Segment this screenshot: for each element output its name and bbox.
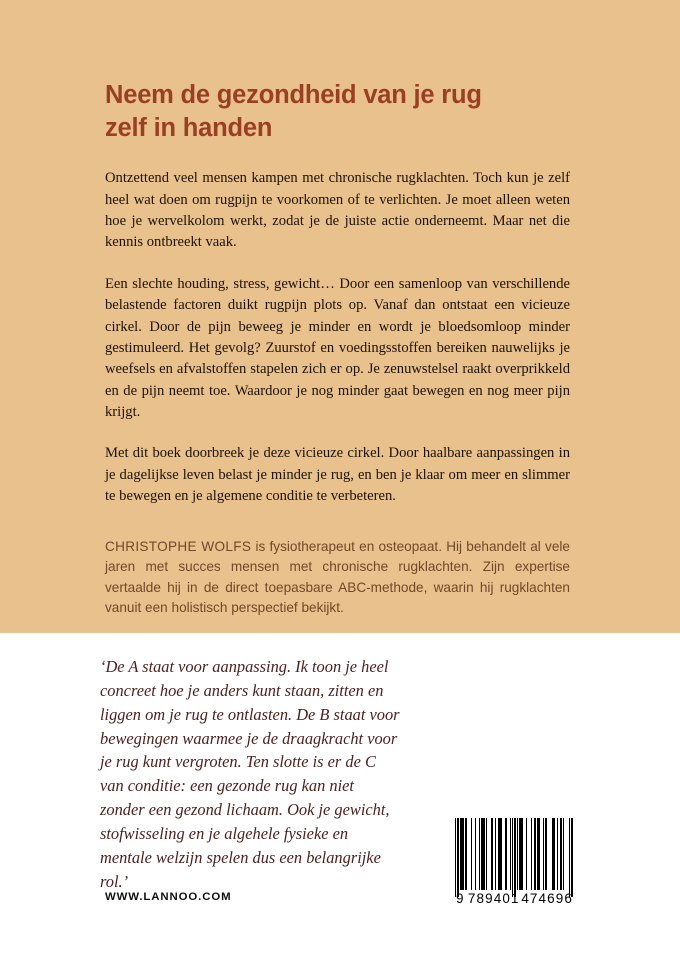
pull-quote: ‘De A staat voor aanpassing. Ik toon je heel concreet hoe je anders kunt staan, zitten en liggen om je rug te ontlasten. De B staat voor bewegingen waarmee je de draagkracht voor je rug kunt vergroten. Ten slotte is er de C van conditie: een gezonde rug kan niet zonder een gezond lichaam. Ook je gewicht, stofwisseling en je algehele fysieke en mentale welzijn spelen dus een belangrijke rol.’ bbox=[100, 657, 400, 891]
author-bio bbox=[105, 537, 570, 620]
barcode-group-2: 474696 bbox=[521, 891, 573, 906]
page-title-line-2: zelf in handen bbox=[105, 113, 273, 142]
author-name: CHRISTOPHE WOLFS bbox=[105, 538, 252, 554]
bottom-white-panel bbox=[0, 633, 680, 960]
blurb-paragraph-3: Met dit boek doorbreek je deze vicieuze cirkel. Door haalbare aanpassingen in je dagelijkse leven belast je minder je rug, en ben je klaar om meer en slimmer te bewegen en je algemene conditie te verbeteren. bbox=[105, 445, 570, 505]
isbn-barcode bbox=[455, 818, 573, 906]
barcode-lead-digit: 9 bbox=[456, 891, 465, 906]
barcode-bars bbox=[455, 818, 573, 890]
barcode-group-1: 789401 bbox=[467, 891, 520, 906]
blurb-paragraph-2: Een slechte houding, stress, gewicht… Door een samenloop van verschillende belastende factoren duikt rugpijn plots op. Vanaf dan ontstaat een vicieuze cirkel. Door de pijn beweeg je minder en wordt je bloedsomloop minder gestimuleerd. Het gevolg? Zuurstof en voedingsstoffen bereiken nauwelijks je weefsels en afvalstoffen stapelen zich er op. Je zenuwstelsel raakt overprikkeld en de pijn neemt toe. Waardoor je nog minder gaat bewegen en nog meer pijn krijgt. bbox=[105, 275, 570, 420]
barcode-digits bbox=[455, 891, 573, 906]
page-title-line-1: Neem de gezondheid van je rug bbox=[105, 81, 482, 109]
blurb-paragraph-1: Ontzettend veel mensen kampen met chronische rugklachten. Toch kun je zelf heel wat doen om rugpijn te voorkomen of te verlichten. Je moet alleen weten hoe je wervelkolom werkt, zodat je de juiste actie onderneemt. Maar net die kennis ontbreekt vaak. bbox=[105, 170, 570, 251]
publisher-website[interactable]: WWW.LANNOO.COM bbox=[105, 891, 232, 903]
top-content-column bbox=[105, 0, 570, 619]
page-title bbox=[105, 0, 570, 144]
author-bio-text: is fysiotherapeut en osteopaat. Hij behandelt al vele jaren met succes mensen met chronische rugklachten. Zijn expertise vertaalde hij in de direct toepasbare ABC-methode, waarin hij rugklachten vanuit een holistisch perspectief bekijkt. bbox=[105, 538, 570, 616]
